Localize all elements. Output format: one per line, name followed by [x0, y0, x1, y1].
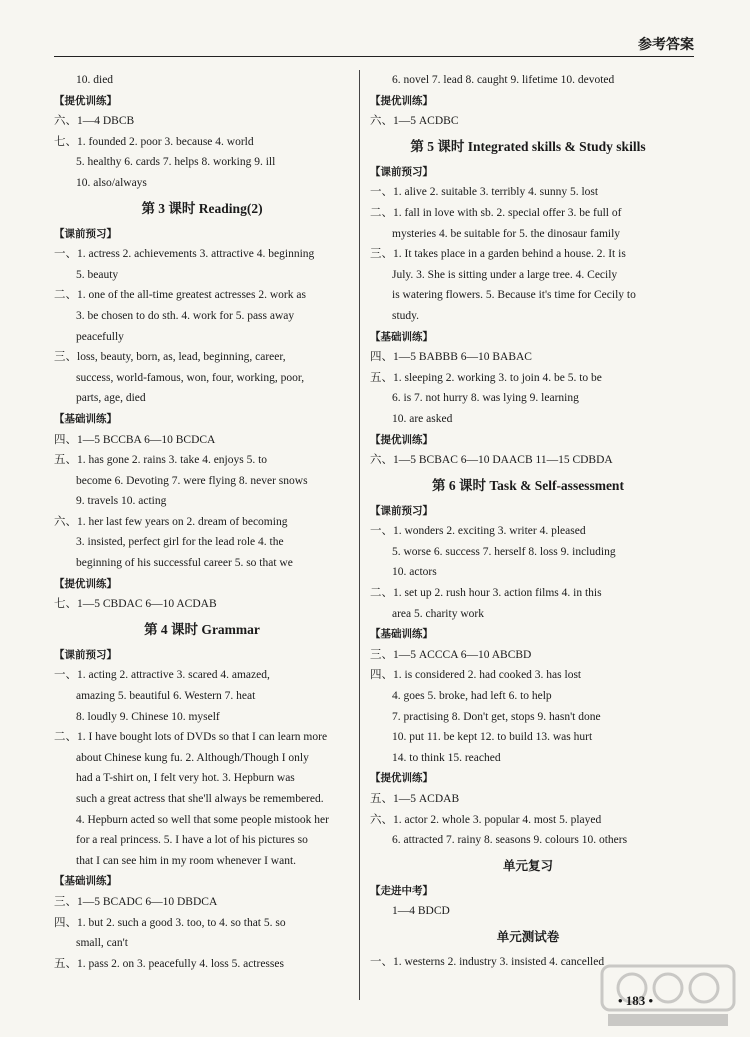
- right-answer-line: 二、1. fall in love with sb. 2. special offer 3. be full of: [370, 206, 622, 219]
- left-answer-line: peacefully: [76, 330, 124, 343]
- column-divider: [359, 70, 360, 1000]
- right-column: [370, 70, 686, 973]
- right-subheading: 【课前预习】: [370, 165, 433, 178]
- right-answer-line: 10. actors: [392, 566, 437, 579]
- left-answer-line: had a T-shirt on, I felt very hot. 3. Hepburn was: [76, 772, 295, 785]
- left-answer-line: 七、1—5 CBDAC 6—10 ACDAB: [54, 598, 217, 611]
- right-answer-line: 6. attracted 7. rainy 8. seasons 9. colours 10. others: [392, 834, 628, 847]
- left-answer-line: 4. Hepburn acted so well that some people mistook her: [76, 813, 329, 826]
- left-lesson-heading: 第 3 课时 Reading(2): [141, 200, 263, 216]
- left-answer-line: 二、1. I have bought lots of DVDs so that I can learn more: [54, 731, 328, 744]
- right-answer-line: 6. is 7. not hurry 8. was lying 9. learning: [392, 392, 579, 405]
- header-title: 参考答案: [638, 37, 694, 53]
- left-answer-line: 七、1. founded 2. poor 3. because 4. world: [54, 135, 254, 148]
- left-answer-line: 5. beauty: [76, 268, 119, 281]
- right-answer-line: 4. goes 5. broke, had left 6. to help: [392, 690, 552, 703]
- left-answer-line: 六、1. her last few years on 2. dream of becoming: [54, 515, 288, 528]
- left-answer-line: such a great actress that she'll always be remembered.: [76, 793, 324, 805]
- left-answer-line: beginning of his successful career 5. so that we: [76, 557, 293, 570]
- right-answer-line: 一、1. westerns 2. industry 3. insisted 4. cancelled: [370, 955, 605, 968]
- right-answer-line: 7. practising 8. Don't get, stops 9. hasn't done: [392, 710, 601, 723]
- left-answer-line: 五、1. pass 2. on 3. peacefully 4. loss 5. actresses: [54, 957, 284, 970]
- left-answer-line: success, world-famous, won, four, working, poor,: [76, 371, 305, 384]
- left-subheading: 【提优训练】: [54, 577, 117, 590]
- right-answer-line: is watering flowers. 5. Because it's time for Cecily to: [392, 289, 636, 302]
- right-lesson-heading: 第 6 课时 Task & Self-assessment: [432, 477, 624, 493]
- right-subheading: 【基础训练】: [370, 628, 433, 641]
- right-answer-line: mysteries 4. be suitable for 5. the dinosaur family: [392, 227, 621, 240]
- right-answer-line: 四、1. is considered 2. had cooked 3. has lost: [370, 669, 582, 682]
- left-answer-line: 六、1—4 DBCB: [54, 115, 135, 128]
- right-answer-line: 5. worse 6. success 7. herself 8. loss 9. including: [392, 545, 616, 558]
- page-header: [54, 34, 694, 62]
- right-answer-line: 四、1—5 BABBB 6—10 BABAC: [370, 351, 532, 364]
- right-answer-line: 六、1—5 BCBAC 6—10 DAACB 11—15 CDBDA: [370, 454, 613, 467]
- right-section-heading: 单元测试卷: [496, 928, 560, 944]
- right-subheading: 【课前预习】: [370, 504, 433, 517]
- left-subheading: 【课前预习】: [54, 648, 117, 661]
- left-answer-line: 四、1—5 BCCBA 6—10 BCDCA: [54, 433, 216, 446]
- right-answer-line: 三、1. It takes place in a garden behind a house. 2. It is: [370, 248, 626, 261]
- left-answer-line: 五、1. has gone 2. rains 3. take 4. enjoys 5. to: [54, 454, 268, 467]
- left-answer-line: about Chinese kung fu. 2. Although/Though I only: [76, 751, 309, 764]
- right-answer-line: 六、1—5 ACDBC: [370, 115, 459, 128]
- left-answer-line: become 6. Devoting 7. were flying 8. never snows: [76, 474, 308, 487]
- left-answer-line: 四、1. but 2. such a good 3. too, to 4. so that 5. so: [54, 916, 286, 929]
- left-column: [54, 70, 350, 974]
- left-answer-line: 9. travels 10. acting: [76, 495, 167, 508]
- right-subheading: 【走进中考】: [370, 884, 433, 897]
- right-answer-line: 一、1. alive 2. suitable 3. terribly 4. sunny 5. lost: [370, 186, 599, 199]
- right-answer-line: 六、1. actor 2. whole 3. popular 4. most 5. played: [370, 813, 602, 826]
- right-section-heading: 单元复习: [502, 857, 553, 873]
- left-answer-line: amazing 5. beautiful 6. Western 7. heat: [76, 690, 256, 703]
- right-answer-line: 五、1—5 ACDAB: [370, 793, 460, 805]
- left-answer-line: 10. also/always: [76, 176, 147, 189]
- left-subheading: 【课前预习】: [54, 227, 117, 240]
- left-answer-line: 一、1. actress 2. achievements 3. attractive 4. beginning: [54, 248, 315, 261]
- left-answer-line: 三、loss, beauty, born, as, lead, beginning, career,: [54, 351, 286, 364]
- page-number: • 183 •: [618, 993, 654, 1008]
- right-answer-line: 三、1—5 ACCCA 6—10 ABCBD: [370, 648, 532, 661]
- left-answer-line: for a real princess. 5. I have a lot of his pictures so: [76, 834, 308, 847]
- right-subheading: 【提优训练】: [370, 433, 433, 446]
- left-answer-line: 8. loudly 9. Chinese 10. myself: [76, 710, 220, 723]
- left-answer-line: 一、1. acting 2. attractive 3. scared 4. amazed,: [54, 669, 270, 682]
- right-answer-line: study.: [392, 309, 420, 322]
- left-subheading: 【基础训练】: [54, 875, 117, 888]
- right-answer-line: 五、1. sleeping 2. working 3. to join 4. be 5. to be: [370, 371, 602, 384]
- right-lesson-heading: 第 5 课时 Integrated skills & Study skills: [410, 138, 646, 154]
- left-answer-line: 三、1—5 BCADC 6—10 DBDCA: [54, 895, 218, 908]
- right-answer-line: 6. novel 7. lead 8. caught 9. lifetime 10. devoted: [392, 74, 615, 86]
- right-subheading: 【提优训练】: [370, 772, 433, 785]
- right-answer-line: 1—4 BDCD: [392, 905, 450, 918]
- header-rule: [54, 56, 694, 57]
- right-subheading: 【基础训练】: [370, 330, 433, 343]
- right-answer-line: 二、1. set up 2. rush hour 3. action films 4. in this: [370, 587, 602, 600]
- right-answer-line: 一、1. wonders 2. exciting 3. writer 4. pleased: [370, 525, 586, 538]
- left-subheading: 【提优训练】: [54, 94, 117, 107]
- left-subheading: 【基础训练】: [54, 412, 117, 425]
- left-answer-line: small, can't: [76, 937, 128, 950]
- left-answer-line: 3. be chosen to do sth. 4. work for 5. pass away: [76, 309, 295, 322]
- right-answer-line: 10. are asked: [392, 412, 453, 425]
- left-lesson-heading: 第 4 课时 Grammar: [144, 621, 260, 637]
- right-answer-line: area 5. charity work: [392, 607, 484, 620]
- left-answer-line: 5. healthy 6. cards 7. helps 8. working 9. ill: [76, 156, 276, 169]
- left-answer-line: that I can see him in my room whenever I want.: [76, 854, 297, 867]
- right-subheading: 【提优训练】: [370, 94, 433, 107]
- right-answer-line: 14. to think 15. reached: [392, 751, 501, 764]
- left-answer-line: parts, age, died: [76, 392, 146, 405]
- left-answer-line: 二、1. one of the all-time greatest actresses 2. work as: [54, 289, 306, 302]
- left-answer-line: 3. insisted, perfect girl for the lead role 4. the: [76, 536, 284, 549]
- right-answer-line: 10. put 11. be kept 12. to build 13. was hurt: [392, 731, 593, 744]
- right-answer-line: July. 3. She is sitting under a large tree. 4. Cecily: [392, 268, 618, 281]
- left-answer-line: 10. died: [76, 74, 114, 86]
